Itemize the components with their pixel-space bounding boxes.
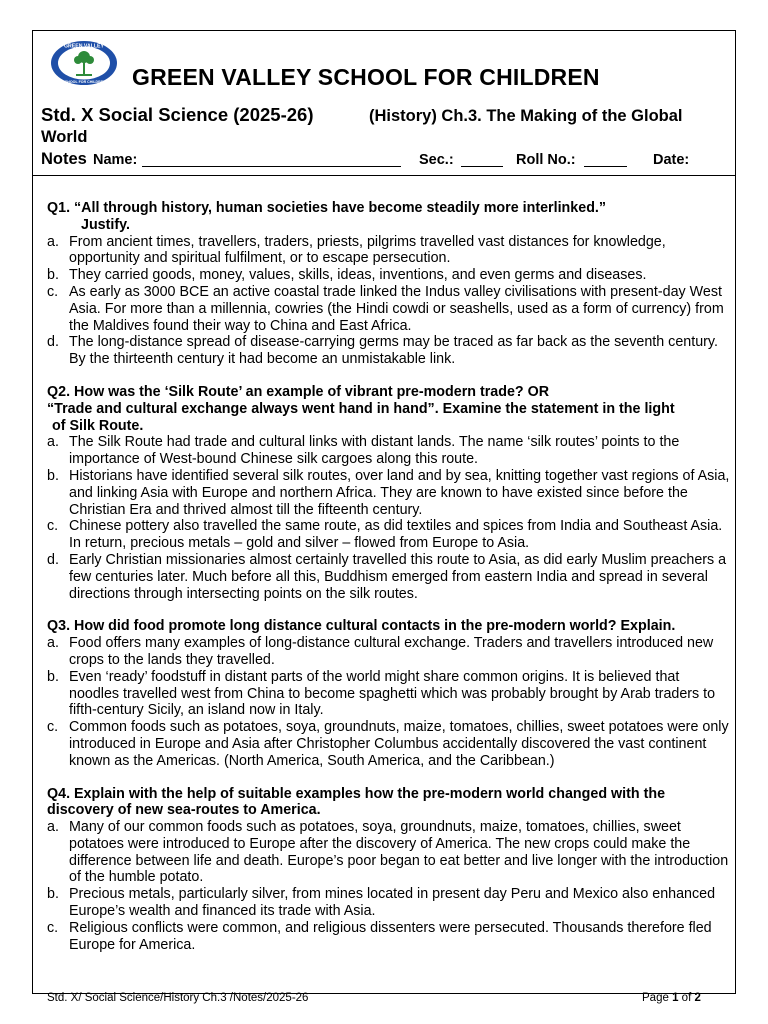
item-marker: d. xyxy=(47,334,59,351)
item-text: Food offers many examples of long-distance cultural exchange. Traders and travellers introduced new crops to the lands they travelled. xyxy=(69,635,714,668)
item-text: Even ‘ready’ foodstuff in distant parts of the world might share common origins. It is believed that noodles travelled west from China to become spaghetti which was probably brought by Arab traders to fifth-century Sicily, an island now in Italy. xyxy=(69,668,716,719)
roll-label: Roll No.: xyxy=(516,152,576,168)
list-item xyxy=(47,635,731,669)
list-item xyxy=(47,518,731,552)
question-2-line-3: of Silk Route. xyxy=(52,417,144,434)
sec-label: Sec.: xyxy=(419,152,454,168)
list-item xyxy=(47,886,731,920)
question-1 xyxy=(47,200,731,234)
page-total: 2 xyxy=(694,992,701,1004)
list-item xyxy=(47,234,731,268)
page-label: Page xyxy=(642,992,669,1004)
answer-list-2 xyxy=(47,434,731,602)
list-item xyxy=(47,267,731,284)
item-marker: d. xyxy=(47,551,59,568)
question-2-line-2: “Trade and cultural exchange always went hand in hand”. Examine the statement in the light xyxy=(47,400,675,417)
question-3-line-1: Q3. How did food promote long distance cultural contacts in the pre-modern world? Explain. xyxy=(47,618,676,635)
question-block-3 xyxy=(47,618,731,769)
notes-content xyxy=(47,200,731,953)
date-label: Date: xyxy=(653,152,690,168)
answer-list-4 xyxy=(47,819,731,953)
list-item xyxy=(47,334,731,368)
item-marker: a. xyxy=(47,819,59,836)
list-item xyxy=(47,819,731,886)
list-item xyxy=(47,920,731,954)
item-marker: c. xyxy=(47,283,59,300)
question-4-line-1: Q4. Explain with the help of suitable examples how the pre-modern world changed with the xyxy=(47,785,666,802)
item-marker: b. xyxy=(47,886,59,903)
page-of-label: of xyxy=(681,992,692,1004)
answer-list-3 xyxy=(47,635,731,769)
question-block-2 xyxy=(47,384,731,602)
subject-title: Std. X Social Science (2025-26) xyxy=(41,104,314,125)
footer-doc-label: Std. X/ Social Science/History Ch.3 /Notes/2025-26 xyxy=(47,992,309,1004)
question-1-line-2: Justify. xyxy=(81,216,130,233)
question-1-line-1: Q1. “All through history, human societies have become steadily more interlinked.” xyxy=(47,200,607,216)
item-marker: b. xyxy=(47,668,59,685)
item-text: Many of our common foods such as potatoes, soya, groundnuts, maize, tomatoes, chillies, sweet potatoes were introduced to Europe after the discovery of America. The new crops could make the difference between life and death. Europe’s poor began to eat better and live longer with the introduction of the humble potato. xyxy=(69,819,729,886)
list-item xyxy=(47,434,731,468)
question-3 xyxy=(47,618,731,635)
roll-field[interactable] xyxy=(584,152,627,167)
name-label: Name: xyxy=(93,152,138,168)
item-marker: a. xyxy=(47,233,59,250)
list-item xyxy=(47,284,731,334)
question-2 xyxy=(47,384,731,434)
question-4-line-2: discovery of new sea-routes to America. xyxy=(47,802,321,819)
item-text: Chinese pottery also travelled the same route, as did textiles and spices from India and Southeast Asia. In return, precious metals – gold and silver – flowed from Europe to Asia. xyxy=(69,518,723,552)
list-item xyxy=(47,552,731,602)
list-item xyxy=(47,669,731,719)
item-marker: b. xyxy=(47,467,59,484)
notes-label: Notes xyxy=(41,150,87,168)
item-marker: a. xyxy=(47,635,59,652)
item-text: From ancient times, travellers, traders, priests, pilgrims travelled vast distances for knowledge, opportunity and spiritual fulfilment, or to escape persecution. xyxy=(69,233,666,267)
item-text: Common foods such as potatoes, soya, groundnuts, maize, tomatoes, chillies, sweet potatoes were only introduced in Europe and Asia after Christopher Columbus accidentally discovered the vast continent known as the Americas. (North America, South America, and the Caribbean.) xyxy=(69,719,729,769)
item-marker: b. xyxy=(47,267,59,284)
question-block-1 xyxy=(47,200,731,368)
list-item xyxy=(47,719,731,769)
item-marker: c. xyxy=(47,719,59,736)
name-field[interactable] xyxy=(142,152,401,167)
list-item xyxy=(47,468,731,518)
item-text: Early Christian missionaries almost certainly travelled this route to Asia, as did early Muslim preachers a few centuries later. Much before all this, Buddhism emerged from eastern India and spread in several directions through intersecting points on the silk routes. xyxy=(69,551,727,602)
logo-text-bottom: SCHOOL FOR CHILDREN xyxy=(62,80,106,84)
answer-list-1 xyxy=(47,234,731,368)
page-current: 1 xyxy=(672,992,679,1004)
question-2-line-1: Q2. How was the ‘Silk Route’ an example of vibrant pre-modern trade? OR xyxy=(47,383,550,400)
item-text: The long-distance spread of disease-carrying germs may be traced as far back as the seventh century. By the thirteenth century it had become an unmistakable link. xyxy=(69,334,718,368)
item-marker: c. xyxy=(47,919,59,936)
item-text: They carried goods, money, values, skills, ideas, inventions, and even germs and diseases. xyxy=(69,267,647,284)
item-marker: c. xyxy=(47,518,59,535)
item-text: As early as 3000 BCE an active coastal trade linked the Indus valley civilisations with present-day West Asia. For more than a millennia, cowries (the Hindi cowdi or seashells, used as a form of currency) from the Maldives found their way to China and East Africa. xyxy=(69,283,724,334)
chapter-title: (History) Ch.3. The Making of the Global xyxy=(369,107,683,125)
school-logo xyxy=(50,40,118,86)
sec-field[interactable] xyxy=(461,152,503,167)
chapter-title-cont: World xyxy=(41,128,88,146)
item-text: Historians have identified several silk routes, over land and by sea, knitting together vast regions of Asia, and linking Asia with Europe and northern Africa. They are known to have existed since before the Christian Era and thrived almost till the fifteenth century. xyxy=(69,467,730,518)
footer-page-number xyxy=(642,992,701,1004)
logo-text-top: GREEN VALLEY xyxy=(64,43,104,50)
question-4 xyxy=(47,786,731,820)
item-text: Religious conflicts were common, and religious dissenters were persecuted. Thousands therefore fled Europe for America. xyxy=(69,919,712,953)
item-text: Precious metals, particularly silver, from mines located in present day Peru and Mexico also enhanced Europe’s wealth and financed its trade with Asia. xyxy=(69,886,716,920)
item-text: The Silk Route had trade and cultural links with distant lands. The name ‘silk routes’ points to the importance of West-bound Chinese silk cargoes along this route. xyxy=(69,434,680,468)
question-block-4 xyxy=(47,786,731,954)
item-marker: a. xyxy=(47,434,59,451)
school-name: GREEN VALLEY SCHOOL FOR CHILDREN xyxy=(132,64,600,90)
